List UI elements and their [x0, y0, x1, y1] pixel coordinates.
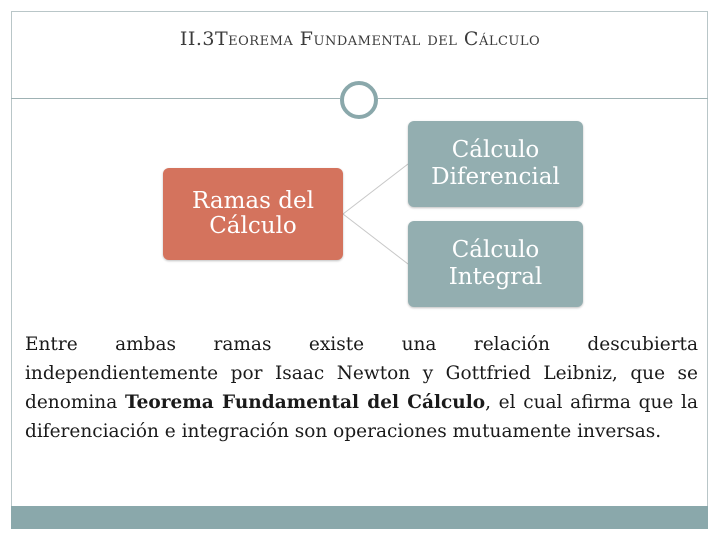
- body-paragraph: [25, 330, 698, 446]
- connector-to-integral: [343, 214, 408, 264]
- child-node-line1: Cálculo: [451, 137, 540, 163]
- body-bold-term: Teorema Fundamental del Cálculo: [124, 392, 486, 413]
- child-node-calculo-integral: [408, 221, 583, 307]
- connector-to-differential: [343, 164, 408, 214]
- footer-bar: [11, 506, 708, 529]
- root-node-line2: Cálculo: [209, 213, 297, 239]
- child-node-line1: Cálculo: [451, 237, 540, 263]
- root-node-line1: Ramas del: [192, 188, 314, 214]
- body-text-after: , el cual afirma que la diferenciación e integración son operaciones mutuamente inversas.: [25, 392, 698, 442]
- body-text-before: Entre ambas ramas existe una relación descubierta independientemente por Isaac Newton y Gottfried Leibniz, que se denomina: [25, 334, 698, 413]
- child-node-line2: Integral: [448, 264, 543, 290]
- child-node-calculo-diferencial: [408, 121, 583, 207]
- root-node-ramas-del-calculo: [163, 168, 343, 260]
- slide-title: II.3Teorema Fundamental del Cálculo: [179, 28, 541, 50]
- child-node-line2: Diferencial: [431, 164, 560, 190]
